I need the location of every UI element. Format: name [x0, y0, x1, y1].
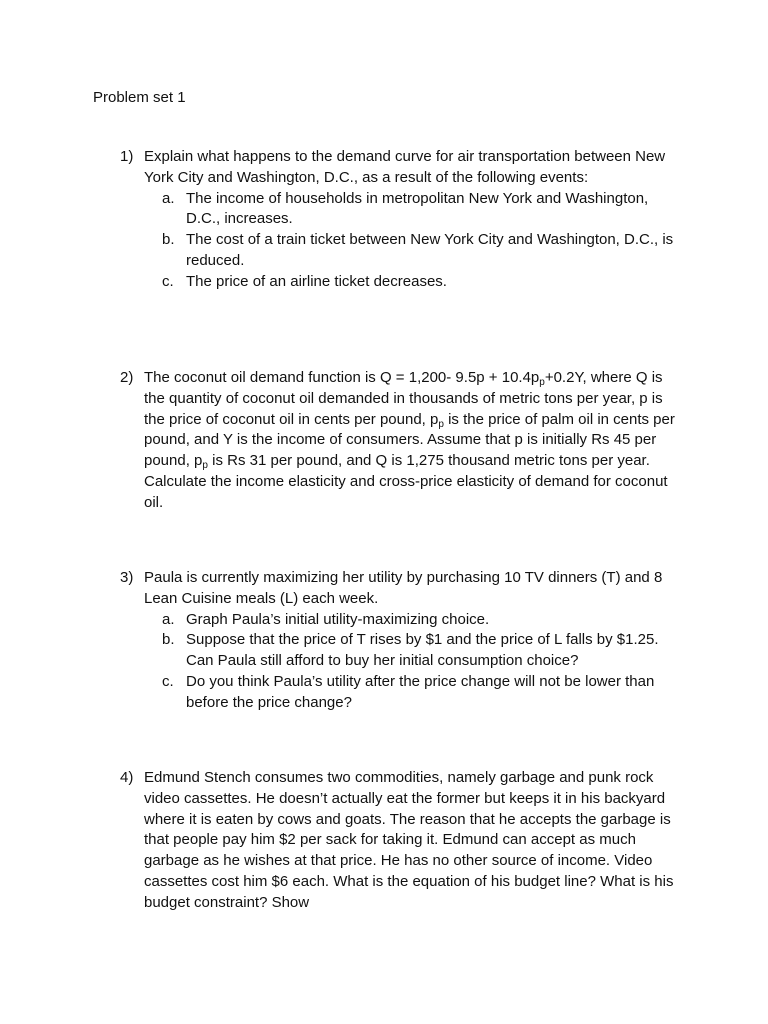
sub-item-letter: a. [162, 189, 175, 207]
problem-text: The coconut oil demand function is Q = 1,200- $9.5p + 10.4p_p+0.2Y$, where Q is the quantity of coconut oil demanded in thousands of metric tons per year, p is the price of coconut oil in cents per pound, $p_p$ is the price of palm oil in cents per pound, and Y is the income of consumers. Assume that p is initially Rs 45 per pound, $p_p$ is Rs 31 per pound, and Q is 1,275 thousand metric tons per year. Calculate the income elasticity and cross-price elasticity of demand for coconut oil. [144, 369, 675, 511]
problem-3 [120, 568, 680, 714]
sub-item-text: Suppose that the price of T rises by $1 and the price of L falls by $1.25. Can Paula still afford to buy her initial consumption choice? [186, 631, 659, 670]
problem-number: 1) [120, 148, 134, 165]
sub-item-text: The income of households in metropolitan New York and Washington, D.C., increases. [186, 189, 649, 228]
problem-4 [120, 768, 680, 914]
sub-item-letter: b. [162, 231, 175, 249]
sub-item [144, 630, 680, 672]
problem-text: Paula is currently maximizing her utility by purchasing 10 TV dinners (T) and 8 Lean Cuisine meals (L) each week. [144, 569, 663, 607]
sub-item [144, 272, 680, 293]
sub-item-text: The cost of a train ticket between New York City and Washington, D.C., is reduced. [186, 231, 674, 269]
sub-item-letter: c. [162, 672, 174, 690]
sub-item [144, 672, 680, 714]
sub-item-text: Graph Paula’s initial utility-maximizing choice. [186, 610, 490, 628]
problem-text: Explain what happens to the demand curve for air transportation between New York City and Washington, D.C., as a result of the following events: [144, 148, 666, 186]
sub-item-text: The price of an airline ticket decreases. [186, 272, 447, 290]
problem-2 [120, 368, 680, 514]
sub-item-text: Do you think Paula’s utility after the price change will not be lower than before the price change? [186, 672, 655, 711]
sub-item [144, 610, 680, 631]
problem-text: Edmund Stench consumes two commodities, namely garbage and punk rock video cassettes. He doesn’t actually eat the former but keeps it in his backyard where it is eaten by cows and goats. The reason that he accepts the garbage is that people pay him $2 per sack for taking it. Edmund can accept as much garbage as he wishes at that price. He has no other source of income. Video cassettes cost him $6 each. What is the equation of his budget line? What is his budget constraint? Show [144, 769, 674, 911]
sub-item-letter: c. [162, 272, 174, 290]
problem-number: 3) [120, 569, 134, 586]
problem-number: 2) [120, 369, 134, 386]
page-title: Problem set 1 [93, 89, 186, 106]
sub-item-letter: a. [162, 610, 175, 628]
sub-item [144, 189, 680, 231]
sub-item-letter: b. [162, 631, 175, 649]
problem-number: 4) [120, 769, 134, 786]
sub-item [144, 230, 680, 272]
problem-1 [120, 147, 680, 293]
